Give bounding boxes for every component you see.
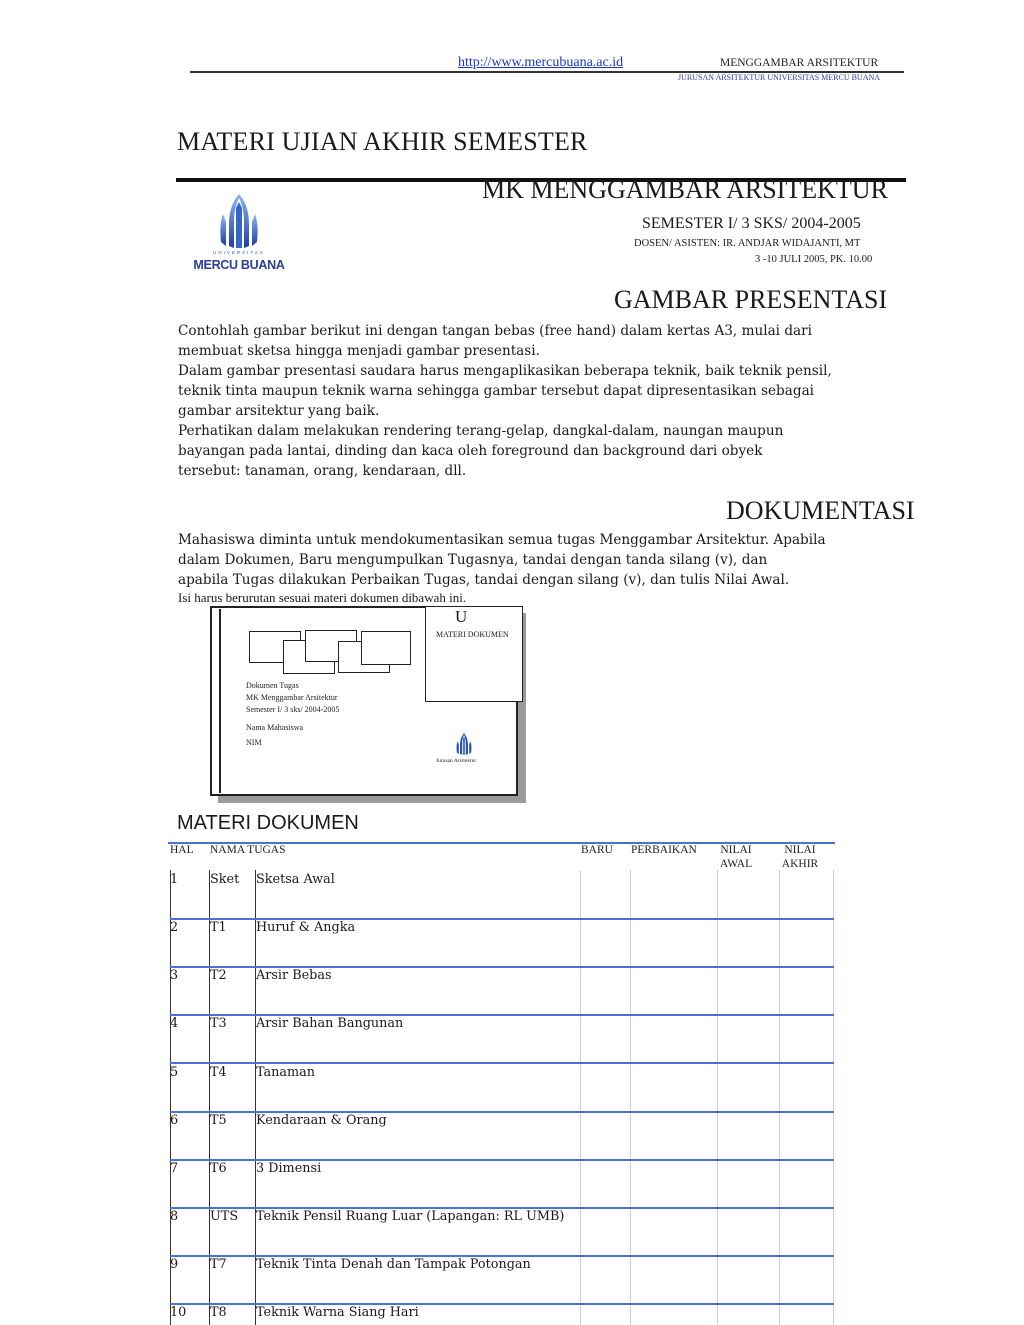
paragraph-line: Perhatikan dalam melakukan rendering terang-gelap, dangkal-dalam, naungan maupun (178, 423, 784, 439)
table-row-name: Sketsa Awal (256, 872, 335, 887)
cover-student-name: Nama Mahasiswa (246, 723, 304, 732)
row-separator (170, 1062, 834, 1064)
table-row-hal: 4 (170, 1016, 179, 1031)
cover-thumbnail (361, 631, 411, 665)
table-row-code: T2 (210, 968, 227, 983)
table-row-hal: 2 (170, 920, 179, 935)
table-row-hal: 1 (170, 872, 179, 887)
section-heading-gambar: GAMBAR PRESENTASI (614, 285, 888, 314)
column-header-baru: BARU (581, 844, 613, 856)
logo-mark-icon (214, 192, 264, 250)
logo-name: MERCU BUANA (193, 258, 285, 272)
table-row-name: Teknik Tinta Denah dan Tampak Potongan (256, 1257, 531, 1272)
table-row-code: Sket (210, 872, 240, 887)
cover-nim: NIM (246, 738, 262, 747)
cover-doc-line: Semester I/ 3 sks/ 2004-2005 (246, 705, 340, 714)
paragraph-line: dalam Dokumen, Baru mengumpulkan Tugasnya, tandai dengan tanda silang (v), dan (178, 552, 768, 568)
lecturer-info: DOSEN/ ASISTEN: IR. ANDJAR WIDAJANTI, MT (634, 238, 861, 249)
table-row-name: Teknik Pensil Ruang Luar (Lapangan: RL UMB) (256, 1209, 565, 1224)
paragraph-line: teknik tinta maupun teknik warna sehingga gambar tersebut dapat dipresentasikan sebagai (178, 383, 815, 399)
table-row-code: T4 (210, 1065, 227, 1080)
website-link[interactable]: http://www.mercubuana.ac.id (458, 55, 624, 70)
logo-top-text: UNIVERSITAS (213, 250, 265, 255)
header-department: JURUSAN ARSITEKTUR UNIVERSITAS MERCU BUANA (678, 73, 881, 82)
mini-logo-caption: Jurusan Arsitektur (436, 758, 477, 764)
table-row-code: UTS (210, 1209, 239, 1224)
cover-u-letter: U (455, 607, 468, 626)
column-header-hal: HAL (170, 844, 194, 856)
column-header-nilai-awal (718, 843, 754, 871)
materi-box (425, 606, 523, 702)
table-row-name: Tanaman (256, 1065, 316, 1080)
column-header-nilai-akhir (780, 843, 820, 871)
course-subtitle: MK MENGGAMBAR ARSITEKTUR (482, 175, 888, 204)
table-row-hal: 8 (170, 1209, 179, 1224)
mini-logo-icon (454, 731, 474, 757)
table-row-hal: 6 (170, 1113, 179, 1128)
table-row-name: 3 Dimensi (256, 1161, 322, 1176)
dokumentasi-note: Isi harus berurutan sesuai materi dokumen dibawah ini. (178, 590, 467, 605)
table-row-code: T3 (210, 1016, 227, 1031)
table-row-code: T7 (210, 1257, 227, 1272)
university-logo (186, 192, 292, 278)
header-line: NILAI (720, 844, 752, 856)
header-line: AKHIR (781, 858, 819, 870)
exam-date: 3 -10 JULI 2005, PK. 10.00 (755, 254, 873, 265)
dokumentasi-paragraph (178, 530, 826, 590)
paragraph-line: bayangan pada lantai, dinding dan kaca oleh foreground dan background dari obyek (178, 443, 763, 459)
cover-mini-logo (434, 731, 490, 767)
table-row-hal: 3 (170, 968, 179, 983)
header-line: NILAI (784, 844, 816, 856)
table-row-name: Arsir Bebas (256, 968, 332, 983)
materi-box-label: MATERI DOKUMEN (436, 630, 509, 639)
table-row-code: T1 (210, 920, 227, 935)
table-row-hal: 5 (170, 1065, 179, 1080)
page-title: MATERI UJIAN AKHIR SEMESTER (177, 127, 588, 156)
header-course-title: MENGGAMBAR ARSITEKTUR (720, 57, 879, 69)
table-row-hal: 7 (170, 1161, 179, 1176)
table-row-hal: 10 (170, 1305, 187, 1320)
section-heading-dokumentasi: DOKUMENTASI (726, 496, 915, 525)
table-row-code: T8 (210, 1305, 227, 1320)
table-row-hal: 9 (170, 1257, 179, 1272)
table-row-code: T6 (210, 1161, 227, 1176)
header-line: AWAL (719, 858, 753, 870)
paragraph-line: Dalam gambar presentasi saudara harus mengaplikasikan beberapa teknik, baik teknik pensil, (178, 363, 832, 379)
paragraph-line: membuat sketsa hingga menjadi gambar presentasi. (178, 343, 540, 359)
paragraph-line: tersebut: tanaman, orang, kendaraan, dll. (178, 463, 467, 479)
column-header-perbaikan: PERBAIKAN (631, 844, 697, 856)
table-row-name: Kendaraan & Orang (256, 1113, 387, 1128)
table-row-name: Arsir Bahan Bangunan (256, 1016, 404, 1031)
cover-doc-line: MK Menggambar Arsitektur (246, 693, 338, 702)
paragraph-line: Mahasiswa diminta untuk mendokumentasikan semua tugas Menggambar Arsitektur. Apabila (178, 532, 826, 548)
gambar-paragraph (178, 321, 832, 481)
table-row-name: Huruf & Angka (256, 920, 356, 935)
table-row-code: T5 (210, 1113, 227, 1128)
table-row-name: Teknik Warna Siang Hari (256, 1305, 419, 1320)
column-header-nama-tugas: NAMA TUGAS (210, 844, 286, 856)
paragraph-line: gambar arsitektur yang baik. (178, 403, 380, 419)
cover-doc-line: Dokumen Tugas (246, 681, 299, 690)
materi-heading: MATERI DOKUMEN (177, 812, 359, 834)
semester-info: SEMESTER I/ 3 SKS/ 2004-2005 (642, 215, 861, 232)
paragraph-line: Contohlah gambar berikut ini dengan tangan bebas (free hand) dalam kertas A3, mulai dari (178, 323, 812, 339)
paragraph-line: apabila Tugas dilakukan Perbaikan Tugas, tandai dengan silang (v), dan tulis Nilai Awal. (178, 572, 790, 588)
